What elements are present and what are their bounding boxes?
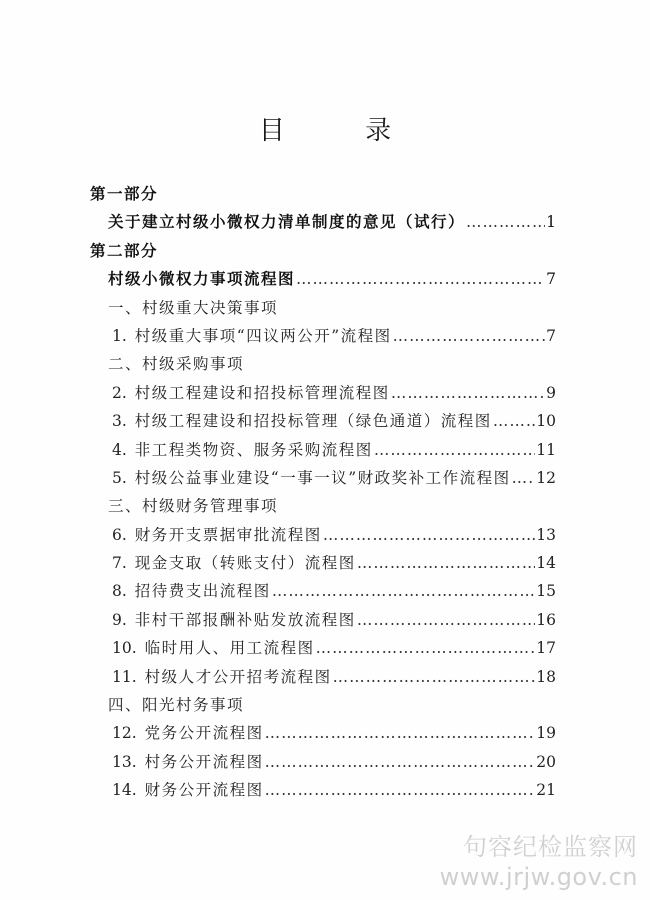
- toc-part-label: 第一部分: [90, 185, 159, 203]
- toc-entry-row: [90, 579, 556, 607]
- toc-entry-label: 村级公益事业建设“一事一议”财政奖补工作流程图: [134, 468, 511, 487]
- toc-entry-row: [90, 381, 556, 409]
- toc-entry-label: 非村干部报酬补贴发放流程图: [134, 610, 356, 629]
- toc-entry-row: [90, 466, 556, 494]
- toc-entry-label: 党务公开流程图: [144, 724, 264, 743]
- toc-entry-label: 村级重大事项“四议两公开”流程图: [134, 326, 392, 345]
- toc-page-number: 11: [536, 440, 556, 459]
- toc-leader-dots: [272, 582, 535, 600]
- toc-leader-dots: [512, 469, 536, 487]
- toc-page-number: 19: [536, 724, 556, 743]
- toc-leader-dots: [323, 526, 535, 544]
- toc-major-label: 村级小微权力事项流程图: [108, 269, 296, 289]
- toc-entry-label: 财务公开流程图: [144, 781, 264, 800]
- toc-section-row: [90, 296, 556, 324]
- toc-section-label: 四、阳光村务事项: [108, 696, 245, 715]
- toc-page-number: 10: [536, 412, 556, 431]
- toc-entry-label: 村级工程建设和招投标管理流程图: [134, 383, 390, 402]
- toc-leader-dots: [357, 554, 535, 572]
- toc-leader-dots: [357, 611, 535, 629]
- toc-entry-number: 2.: [112, 383, 127, 402]
- toc-leader-dots: [333, 668, 536, 686]
- toc-page-number: 21: [536, 781, 556, 800]
- toc-entry-number: 13.: [112, 752, 137, 771]
- toc-major-label: 关于建立村级小微权力清单制度的意见（试行）: [108, 212, 466, 232]
- toc-leader-dots: [296, 270, 545, 288]
- toc-page-number: 18: [536, 667, 556, 686]
- toc-entry-number: 10.: [112, 639, 137, 658]
- toc-entry-number: 8.: [112, 582, 127, 601]
- toc-entry-number: 6.: [112, 525, 127, 544]
- toc-part-row: [90, 239, 556, 267]
- toc-section-row: [90, 494, 556, 522]
- toc-entry-row: [90, 778, 556, 806]
- toc-leader-dots: [466, 213, 545, 231]
- toc-part-label: 第二部分: [90, 241, 159, 260]
- toc-page-number: 7: [546, 326, 556, 345]
- toc-page-number: 9: [546, 383, 556, 402]
- toc-entry-number: 1.: [112, 326, 127, 345]
- toc-leader-dots: [316, 639, 536, 657]
- toc-page-number: 14: [536, 554, 556, 573]
- toc-page-number: 1: [546, 213, 556, 232]
- toc-leader-dots: [393, 327, 545, 345]
- toc-page-number: 12: [536, 468, 556, 487]
- toc-entry-row: [90, 608, 556, 636]
- toc-entry-row: [90, 551, 556, 579]
- toc-leader-dots: [391, 384, 545, 402]
- toc-entry-label: 村务公开流程图: [144, 752, 264, 771]
- toc-page-number: 15: [536, 582, 556, 601]
- toc-entry-label: 现金支取（转账支付）流程图: [134, 554, 356, 573]
- toc-entry-label: 临时用人、用工流程图: [144, 639, 315, 658]
- toc-major-row: [90, 210, 556, 238]
- toc-entry-number: 5.: [112, 468, 127, 487]
- toc-entry-number: 11.: [112, 667, 137, 686]
- toc-entry-label: 非工程类物资、服务采购流程图: [134, 440, 373, 459]
- toc-entry-label: 村级工程建设和招投标管理（绿色通道）流程图: [134, 412, 492, 431]
- toc-entry-number: 7.: [112, 554, 127, 573]
- toc-page-number: 7: [546, 270, 556, 289]
- toc-leader-dots: [265, 724, 536, 742]
- toc-entry-number: 4.: [112, 440, 127, 459]
- toc-leader-dots: [493, 412, 535, 430]
- toc-entry-label: 财务开支票据审批流程图: [134, 525, 322, 544]
- watermark: [440, 832, 638, 892]
- table-of-contents: [90, 182, 556, 807]
- toc-leader-dots: [265, 753, 536, 771]
- toc-entry-number: 14.: [112, 781, 137, 800]
- page-title: 目 录: [258, 116, 428, 146]
- toc-section-label: 三、村级财务管理事项: [108, 497, 279, 516]
- toc-entry-number: 12.: [112, 724, 137, 743]
- toc-major-row: [90, 267, 556, 295]
- toc-entry-number: 9.: [112, 610, 127, 629]
- toc-page-number: 13: [536, 525, 556, 544]
- toc-entry-number: 3.: [112, 412, 127, 431]
- watermark-url: www.jrjw.gov.cn: [439, 863, 638, 891]
- toc-entry-row: [90, 523, 556, 551]
- toc-leader-dots: [374, 441, 535, 459]
- toc-entry-row: [90, 438, 556, 466]
- toc-entry-row: [90, 324, 556, 352]
- toc-section-row: [90, 352, 556, 380]
- toc-part-row: [90, 182, 556, 210]
- toc-entry-row: [90, 636, 556, 664]
- toc-entry-label: 招待费支出流程图: [134, 582, 271, 601]
- toc-section-label: 二、村级采购事项: [108, 355, 245, 374]
- toc-entry-row: [90, 409, 556, 437]
- toc-entry-row: [90, 721, 556, 749]
- toc-page-number: 17: [536, 639, 556, 658]
- toc-entry-row: [90, 750, 556, 778]
- toc-page-number: 20: [536, 752, 556, 771]
- toc-entry-row: [90, 665, 556, 693]
- toc-section-row: [90, 693, 556, 721]
- toc-section-label: 一、村级重大决策事项: [108, 298, 279, 317]
- watermark-site-name: 句容纪检监察网: [463, 833, 638, 861]
- toc-entry-label: 村级人才公开招考流程图: [144, 667, 332, 686]
- toc-page-number: 16: [536, 610, 556, 629]
- toc-leader-dots: [265, 781, 536, 799]
